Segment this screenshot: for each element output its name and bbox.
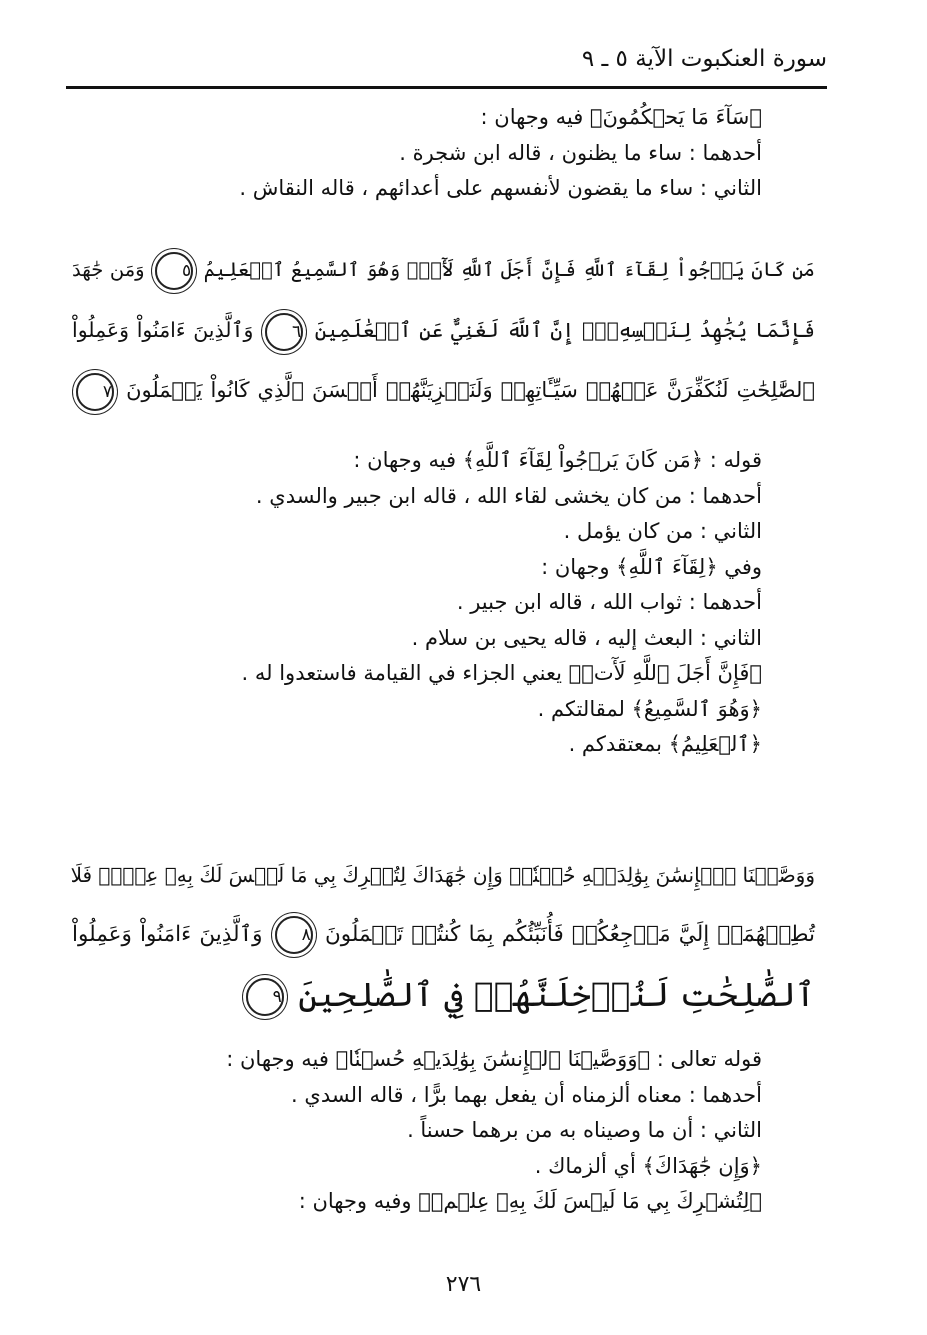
commentary-line: أحدهما : ساء ما يظنون ، قاله ابن شجرة .	[399, 140, 762, 165]
commentary-line: أحدهما : معناه ألزمناه أن يفعل بهما برًّا ، قاله السدي .	[291, 1082, 762, 1107]
verse-text: تُطِعۡهُمَآۚ إِلَيَّ مَرۡجِعُكُمۡ فَأُنَبِّئُكُم بِمَا كُنتُمۡ تَعۡمَلُونَ	[324, 922, 815, 947]
commentary-line: ﴿لِتُشۡرِكَ بِي مَا لَيۡسَ لَكَ بِهِۦ عِلۡمٞ﴾ وفيه وجهان :	[298, 1189, 762, 1213]
commentary-line: أحدهما : من كان يخشى لقاء الله ، قاله ابن جبير والسدي .	[255, 483, 762, 508]
verse-line	[72, 845, 815, 905]
commentary-line: ﴿ٱلۡعَلِيمُ﴾ بمعتقدكم .	[568, 732, 762, 756]
commentary-block-2	[60, 443, 762, 763]
commentary-line: الثاني : أن ما وصيناه به من برهما حسناً .	[407, 1118, 762, 1142]
verse-line	[72, 965, 815, 1025]
verse-text: فَإِنَّمَا يُجَٰهِدُ لِنَفۡسِهِۦٓۚ إِنَّ ٱللَّهَ لَغَنِيٌّ عَنِ ٱلۡعَٰلَمِينَ	[314, 318, 815, 342]
verse-line	[72, 905, 815, 965]
commentary-line: الثاني : البعث إليه ، قاله يحيى بن سلام .	[411, 625, 762, 650]
verse-text: وَمَن جَٰهَدَ	[72, 258, 145, 281]
commentary-line: ﴿وَهُوَ ٱلسَّمِيعُ﴾ لمقالتكم .	[537, 696, 762, 721]
ayah-number-marker: ٥	[155, 252, 193, 290]
commentary-block-1	[60, 100, 762, 207]
commentary-line: الثاني : من كان يؤمل .	[563, 519, 762, 543]
verse-text: ٱلصَّٰلِحَٰتِ لَنُدۡخِلَنَّهُمۡ فِي ٱلصَّٰلِحِينَ	[298, 975, 815, 1014]
commentary-line: ﴿وَإِن جَٰهَدَاكَ﴾ أي ألزماك .	[534, 1153, 762, 1178]
commentary-block-3	[60, 1042, 762, 1220]
header-divider	[66, 86, 827, 89]
commentary-line: أحدهما : ثواب الله ، قاله ابن جبير .	[456, 590, 762, 614]
commentary-line: قوله تعالى : ﴿وَوَصَّيۡنَا ٱلۡإِنسَٰنَ بِوَٰلِدَيۡهِ حُسۡنٗا﴾ فيه وجهان :	[226, 1047, 762, 1071]
verse-text: مَن كَانَ يَرۡجُواْ لِقَآءَ ٱللَّهِ فَإِنَّ أَجَلَ ٱللَّهِ لَأٓتٖۚ وَهُوَ ٱلسَّمِيعُ ٱلۡعَلِيمُ	[203, 258, 815, 281]
verse-text: وَوَصَّيۡنَا ٱلۡإِنسَٰنَ بِوَٰلِدَيۡهِ حُسۡنٗاۖ وَإِن جَٰهَدَاكَ لِتُشۡرِكَ بِي مَا لَيۡسَ لَكَ بِهِۦ عِلۡمٞ فَلَا	[70, 863, 815, 887]
ayah-number-marker: ٦	[265, 313, 303, 351]
quran-verse-block-2	[72, 845, 815, 1025]
ayah-number-marker: ٨	[275, 916, 313, 954]
verse-text: وَٱلَّذِينَ ءَامَنُواْ وَعَمِلُواْ	[72, 318, 254, 342]
commentary-line: ﴿فَإِنَّ أَجَلَ ٱللَّهِ لَأٓتٖ﴾ يعني الجزاء في القيامة فاستعدوا له .	[241, 661, 762, 685]
page-header	[66, 42, 827, 82]
verse-line	[72, 360, 815, 420]
verse-line	[72, 300, 815, 360]
commentary-line: وفي ﴿لِقَآءَ ٱللَّهِ﴾ وجهان :	[541, 554, 762, 579]
commentary-line: ﴿سَآءَ مَا يَحۡكُمُونَ﴾ فيه وجهان :	[480, 105, 762, 129]
verse-text: وَٱلَّذِينَ ءَامَنُواْ وَعَمِلُواْ	[72, 922, 263, 947]
page-number: ٢٧٦	[445, 1272, 482, 1297]
quran-verse-block-1	[72, 240, 815, 420]
ayah-number-marker: ٩	[246, 978, 284, 1016]
ayah-number-marker: ٧	[76, 373, 114, 411]
commentary-line: الثاني : ساء ما يقضون لأنفسهم على أعدائهم ، قاله النقاش .	[239, 176, 762, 200]
surah-header-title: سورة العنكبوت الآية ٥ ـ ٩	[581, 46, 827, 72]
commentary-line: قوله : ﴿مَن كَانَ يَرۡجُواْ لِقَآءَ ٱللَّهِ﴾ فيه وجهان :	[353, 448, 762, 472]
verse-line	[72, 240, 815, 300]
verse-text: ٱلصَّٰلِحَٰتِ لَنُكَفِّرَنَّ عَنۡهُمۡ سَيِّـَٔاتِهِمۡ وَلَنَجۡزِيَنَّهُمۡ أَحۡسَنَ ٱلَّذِي كَانُواْ يَعۡمَلُونَ	[126, 378, 815, 402]
